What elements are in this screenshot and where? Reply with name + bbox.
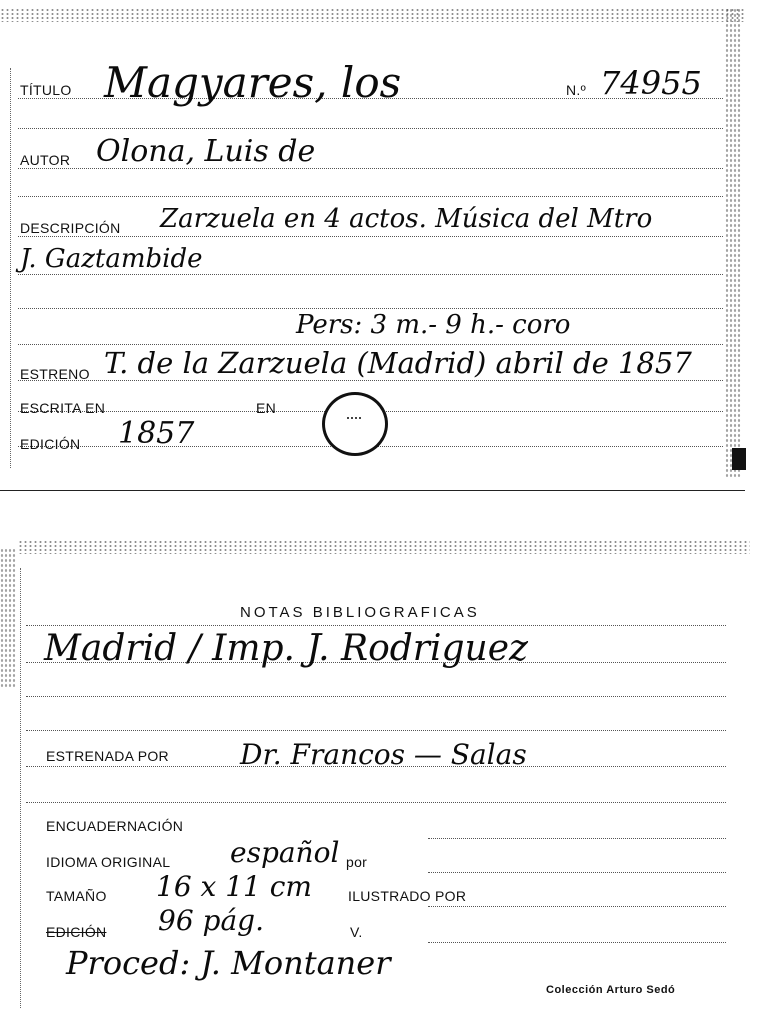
card-edge-texture-left [0, 548, 16, 688]
written-in-label: ESCRITA EN [20, 400, 106, 416]
catalog-card-front [0, 8, 745, 491]
original-language-value: español [230, 836, 340, 869]
card-edge-texture [18, 540, 750, 554]
author-label: AUTOR [20, 152, 71, 168]
illustrated-by-label: ILUSTRADO POR [348, 888, 467, 904]
size-label: TAMAÑO [46, 888, 107, 904]
title-label: TÍTULO [20, 82, 72, 98]
description-line-2: J. Gaztambide [20, 244, 203, 274]
premiere-value: T. de la Zarzuela (Madrid) abril de 1857 [104, 346, 692, 380]
premiered-by-value: Dr. Francos — Salas [240, 738, 527, 771]
translated-by-label: por [346, 854, 368, 870]
description-line-3: Pers: 3 m.- 9 h.- coro [296, 310, 571, 340]
card-edge-texture-right [725, 8, 741, 478]
original-language-label: IDIOMA ORIGINAL [46, 854, 171, 870]
author-value: Olona, Luis de [96, 134, 316, 169]
provenance-value: Proced: J. Montaner [66, 944, 391, 982]
volume-label: V. [350, 924, 363, 940]
card-edge-texture [0, 8, 745, 22]
notes-line-1: Madrid / Imp. J. Rodriguez [44, 628, 529, 669]
title-value: Magyares, los [104, 58, 402, 107]
catalog-card-back [18, 548, 750, 1018]
premiere-label: ESTRENO [20, 366, 90, 382]
number-value: 74955 [600, 64, 702, 102]
back-edition-label: EDICIÓN [46, 924, 107, 940]
premiered-by-label: ESTRENADA POR [46, 748, 169, 764]
collection-footer: Colección Arturo Sedó [546, 984, 676, 996]
edition-value: 1857 [118, 416, 195, 451]
number-label: N.º [566, 82, 587, 98]
size-value: 16 x 11 cm [156, 870, 312, 903]
edition-label: EDICIÓN [20, 436, 81, 452]
back-edition-value: 96 pág. [158, 904, 264, 937]
description-line-1: Zarzuela en 4 actos. Música del Mtro [160, 204, 653, 234]
binding-label: ENCUADERNACIÓN [46, 818, 184, 834]
card-edge-mark [732, 448, 746, 470]
bibliographic-notes-heading: NOTAS BIBLIOGRAFICAS [240, 604, 480, 621]
in-label: EN [256, 400, 277, 416]
circular-stamp [322, 392, 388, 456]
description-label: DESCRIPCIÓN [20, 220, 121, 236]
